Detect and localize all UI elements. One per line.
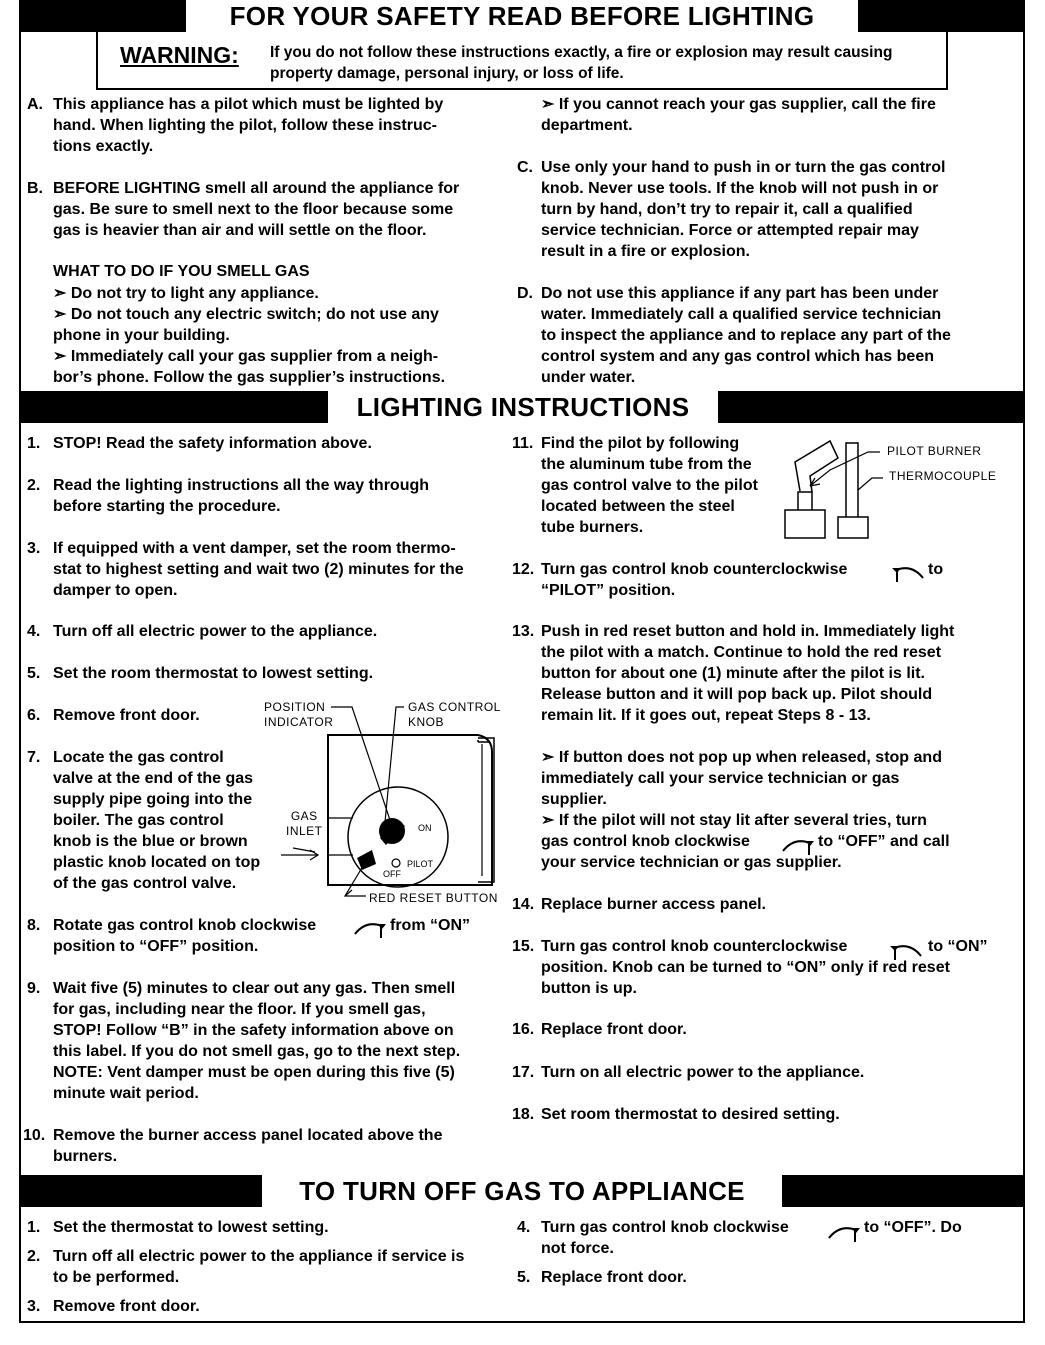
step-number: 2. [27, 1248, 41, 1265]
smell-gas-item: ➣ Immediately call your gas supplier from a neigh- bor’s phone. Follow the gas supplier’s instructions. [53, 348, 446, 386]
lighting-step-5: Set the room thermostat to lowest setting. [53, 665, 374, 682]
step-number: 1. [27, 1219, 41, 1236]
lighting-step-12-a: Turn gas control knob counterclockwise [541, 561, 848, 578]
smell-gas-item: ➣ Do not try to light any appliance. [53, 285, 319, 302]
item-letter: B. [27, 180, 43, 197]
thermocouple-label: THERMOCOUPLE [889, 469, 997, 483]
lighting-step-13: Push in red reset button and hold in. Immediately light the pilot with a match. Continue to hold the red reset button for about one (1) minute after the pilot is lit. Release button and it will pop back up. Pilot should remain lit. If it goes out, repeat Steps 8 - 13. [541, 623, 955, 724]
step-number: 1. [27, 435, 41, 452]
valve-off-label: OFF [383, 869, 401, 879]
lighting-step-14: Replace burner access panel. [541, 896, 766, 913]
lighting-step-15-a: Turn gas control knob counterclockwise [541, 938, 848, 955]
safety-title: FOR YOUR SAFETY READ BEFORE LIGHTING [186, 0, 858, 32]
position-indicator-label: POSITION INDICATOR [264, 700, 334, 729]
step-number: 18. [512, 1106, 535, 1123]
lighting-step-15-b: to “ON” [928, 938, 988, 955]
lighting-step-6: Remove front door. [53, 707, 200, 724]
step-number: 17. [512, 1064, 535, 1081]
step-number: 2. [27, 477, 41, 494]
clockwise-arrow-icon [826, 1220, 862, 1242]
step-number: 4. [517, 1219, 531, 1236]
step-number: 3. [27, 1298, 41, 1315]
step-number: 10. [23, 1127, 46, 1144]
turn-off-step-4-b: to “OFF”. Do [864, 1219, 962, 1236]
turn-off-step-5: Replace front door. [541, 1269, 687, 1286]
lighting-step-12-b: to [928, 561, 944, 578]
lighting-step-1: STOP! Read the safety information above. [53, 435, 372, 452]
turn-off-step-1: Set the thermostat to lowest setting. [53, 1219, 329, 1236]
clockwise-arrow-icon [352, 916, 388, 938]
valve-on-label: ON [418, 823, 432, 833]
step-number: 9. [27, 980, 41, 997]
lighting-title: LIGHTING INSTRUCTIONS [328, 391, 718, 423]
safety-item-a: This appliance has a pilot which must be lighted by hand. When lighting the pilot, follow these instruc- tions exactly. [53, 96, 444, 155]
smell-gas-item: ➣ If you cannot reach your gas supplier, call the fire department. [541, 96, 936, 134]
gas-inlet-label: GAS INLET [286, 809, 323, 838]
lighting-step-13-note-2-b: to “OFF” and call [818, 833, 950, 850]
safety-item-c: Use only your hand to push in or turn the gas control knob. Never use tools. If the knob will not push in or turn by hand, don’t try to repair it, call a qualified service technician. Force or attempted repair may result in a fire or explosion. [541, 159, 946, 260]
step-number: 6. [27, 707, 41, 724]
step-number: 8. [27, 917, 41, 934]
lighting-step-11: Find the pilot by following the aluminum tube from the gas control valve to the pilot located between the steel tube burners. [541, 435, 758, 536]
lighting-step-8-c: position to “OFF” position. [53, 938, 259, 955]
turn-off-title: TO TURN OFF GAS TO APPLIANCE [262, 1175, 782, 1207]
lighting-step-2: Read the lighting instructions all the way through before starting the procedure. [53, 477, 430, 515]
lighting-step-8-a: Rotate gas control knob clockwise [53, 917, 317, 934]
smell-gas-heading: WHAT TO DO IF YOU SMELL GAS [53, 263, 310, 280]
lighting-step-9: Wait five (5) minutes to clear out any gas. Then smell for gas, including near the floor. If you smell gas, STOP! Follow “B” in the safety information above on this label. If you do not smell gas, go to the next step. NOTE: Vent damper must be open during this five (5) minute wait period. [53, 980, 461, 1102]
warning-label: WARNING: [120, 42, 239, 68]
red-reset-button-label: RED RESET BUTTON [369, 891, 498, 905]
item-letter: A. [27, 96, 43, 113]
step-number: 11. [512, 435, 534, 452]
warning-text: If you do not follow these instructions exactly, a fire or explosion may result causing property damage, personal injury, or loss of life. [270, 44, 893, 82]
turn-off-step-2: Turn off all electric power to the appliance if service is to be performed. [53, 1248, 465, 1286]
turn-off-step-4-a: Turn gas control knob clockwise [541, 1219, 789, 1236]
turn-off-step-4-c: not force. [541, 1240, 614, 1257]
safety-item-b: BEFORE LIGHTING smell all around the appliance for gas. Be sure to smell next to the floor because some gas is heavier than air and will settle on the floor. [53, 180, 460, 239]
step-number: 7. [27, 749, 41, 766]
lighting-step-3: If equipped with a vent damper, set the room thermo- stat to highest setting and wait two (2) minutes for the damper to open. [53, 540, 464, 599]
step-number: 5. [517, 1269, 531, 1286]
step-number: 3. [27, 540, 41, 557]
counterclockwise-arrow-icon [890, 560, 926, 582]
lighting-step-10: Remove the burner access panel located above the burners. [53, 1127, 443, 1165]
step-number: 16. [512, 1021, 535, 1038]
step-number: 12. [512, 561, 535, 578]
pilot-burner-label: PILOT BURNER [887, 444, 982, 458]
item-letter: C. [517, 159, 533, 176]
lighting-step-8-b: from “ON” [390, 917, 470, 934]
valve-pilot-label: PILOT [407, 859, 434, 869]
safety-item-d: Do not use this appliance if any part has been under water. Immediately call a qualified service technician to inspect the appliance and to replace any part of the control system and any gas control which has been under water. [541, 285, 951, 386]
lighting-step-16: Replace front door. [541, 1021, 687, 1038]
turn-off-step-3: Remove front door. [53, 1298, 200, 1315]
lighting-step-12-c: “PILOT” position. [541, 582, 676, 599]
lighting-step-13-note-2-a: ➣ If the pilot will not stay lit after several tries, turn gas control knob clockwise [541, 812, 927, 850]
step-number: 15. [512, 938, 535, 955]
lighting-step-17: Turn on all electric power to the appliance. [541, 1064, 865, 1081]
step-number: 5. [27, 665, 41, 682]
lighting-step-7: Locate the gas control valve at the end of the gas supply pipe going into the boiler. The gas control knob is the blue or brown plastic knob located on top of the gas control valve. [53, 749, 261, 892]
item-letter: D. [517, 285, 533, 302]
step-number: 4. [27, 623, 41, 640]
step-number: 14. [512, 896, 535, 913]
lighting-step-18: Set room thermostat to desired setting. [541, 1106, 840, 1123]
lighting-step-13-note-1: ➣ If button does not pop up when released, stop and immediately call your service technician or gas supplier. [541, 749, 942, 808]
gas-control-knob-label: GAS CONTROL KNOB [408, 700, 501, 729]
lighting-step-15-c: position. Knob can be turned to “ON” only if red reset button is up. [541, 959, 950, 997]
lighting-step-4: Turn off all electric power to the appliance. [53, 623, 378, 640]
lighting-step-13-note-2-c: your service technician or gas supplier. [541, 854, 842, 871]
step-number: 13. [512, 623, 535, 640]
smell-gas-item: ➣ Do not touch any electric switch; do not use any phone in your building. [53, 306, 439, 344]
